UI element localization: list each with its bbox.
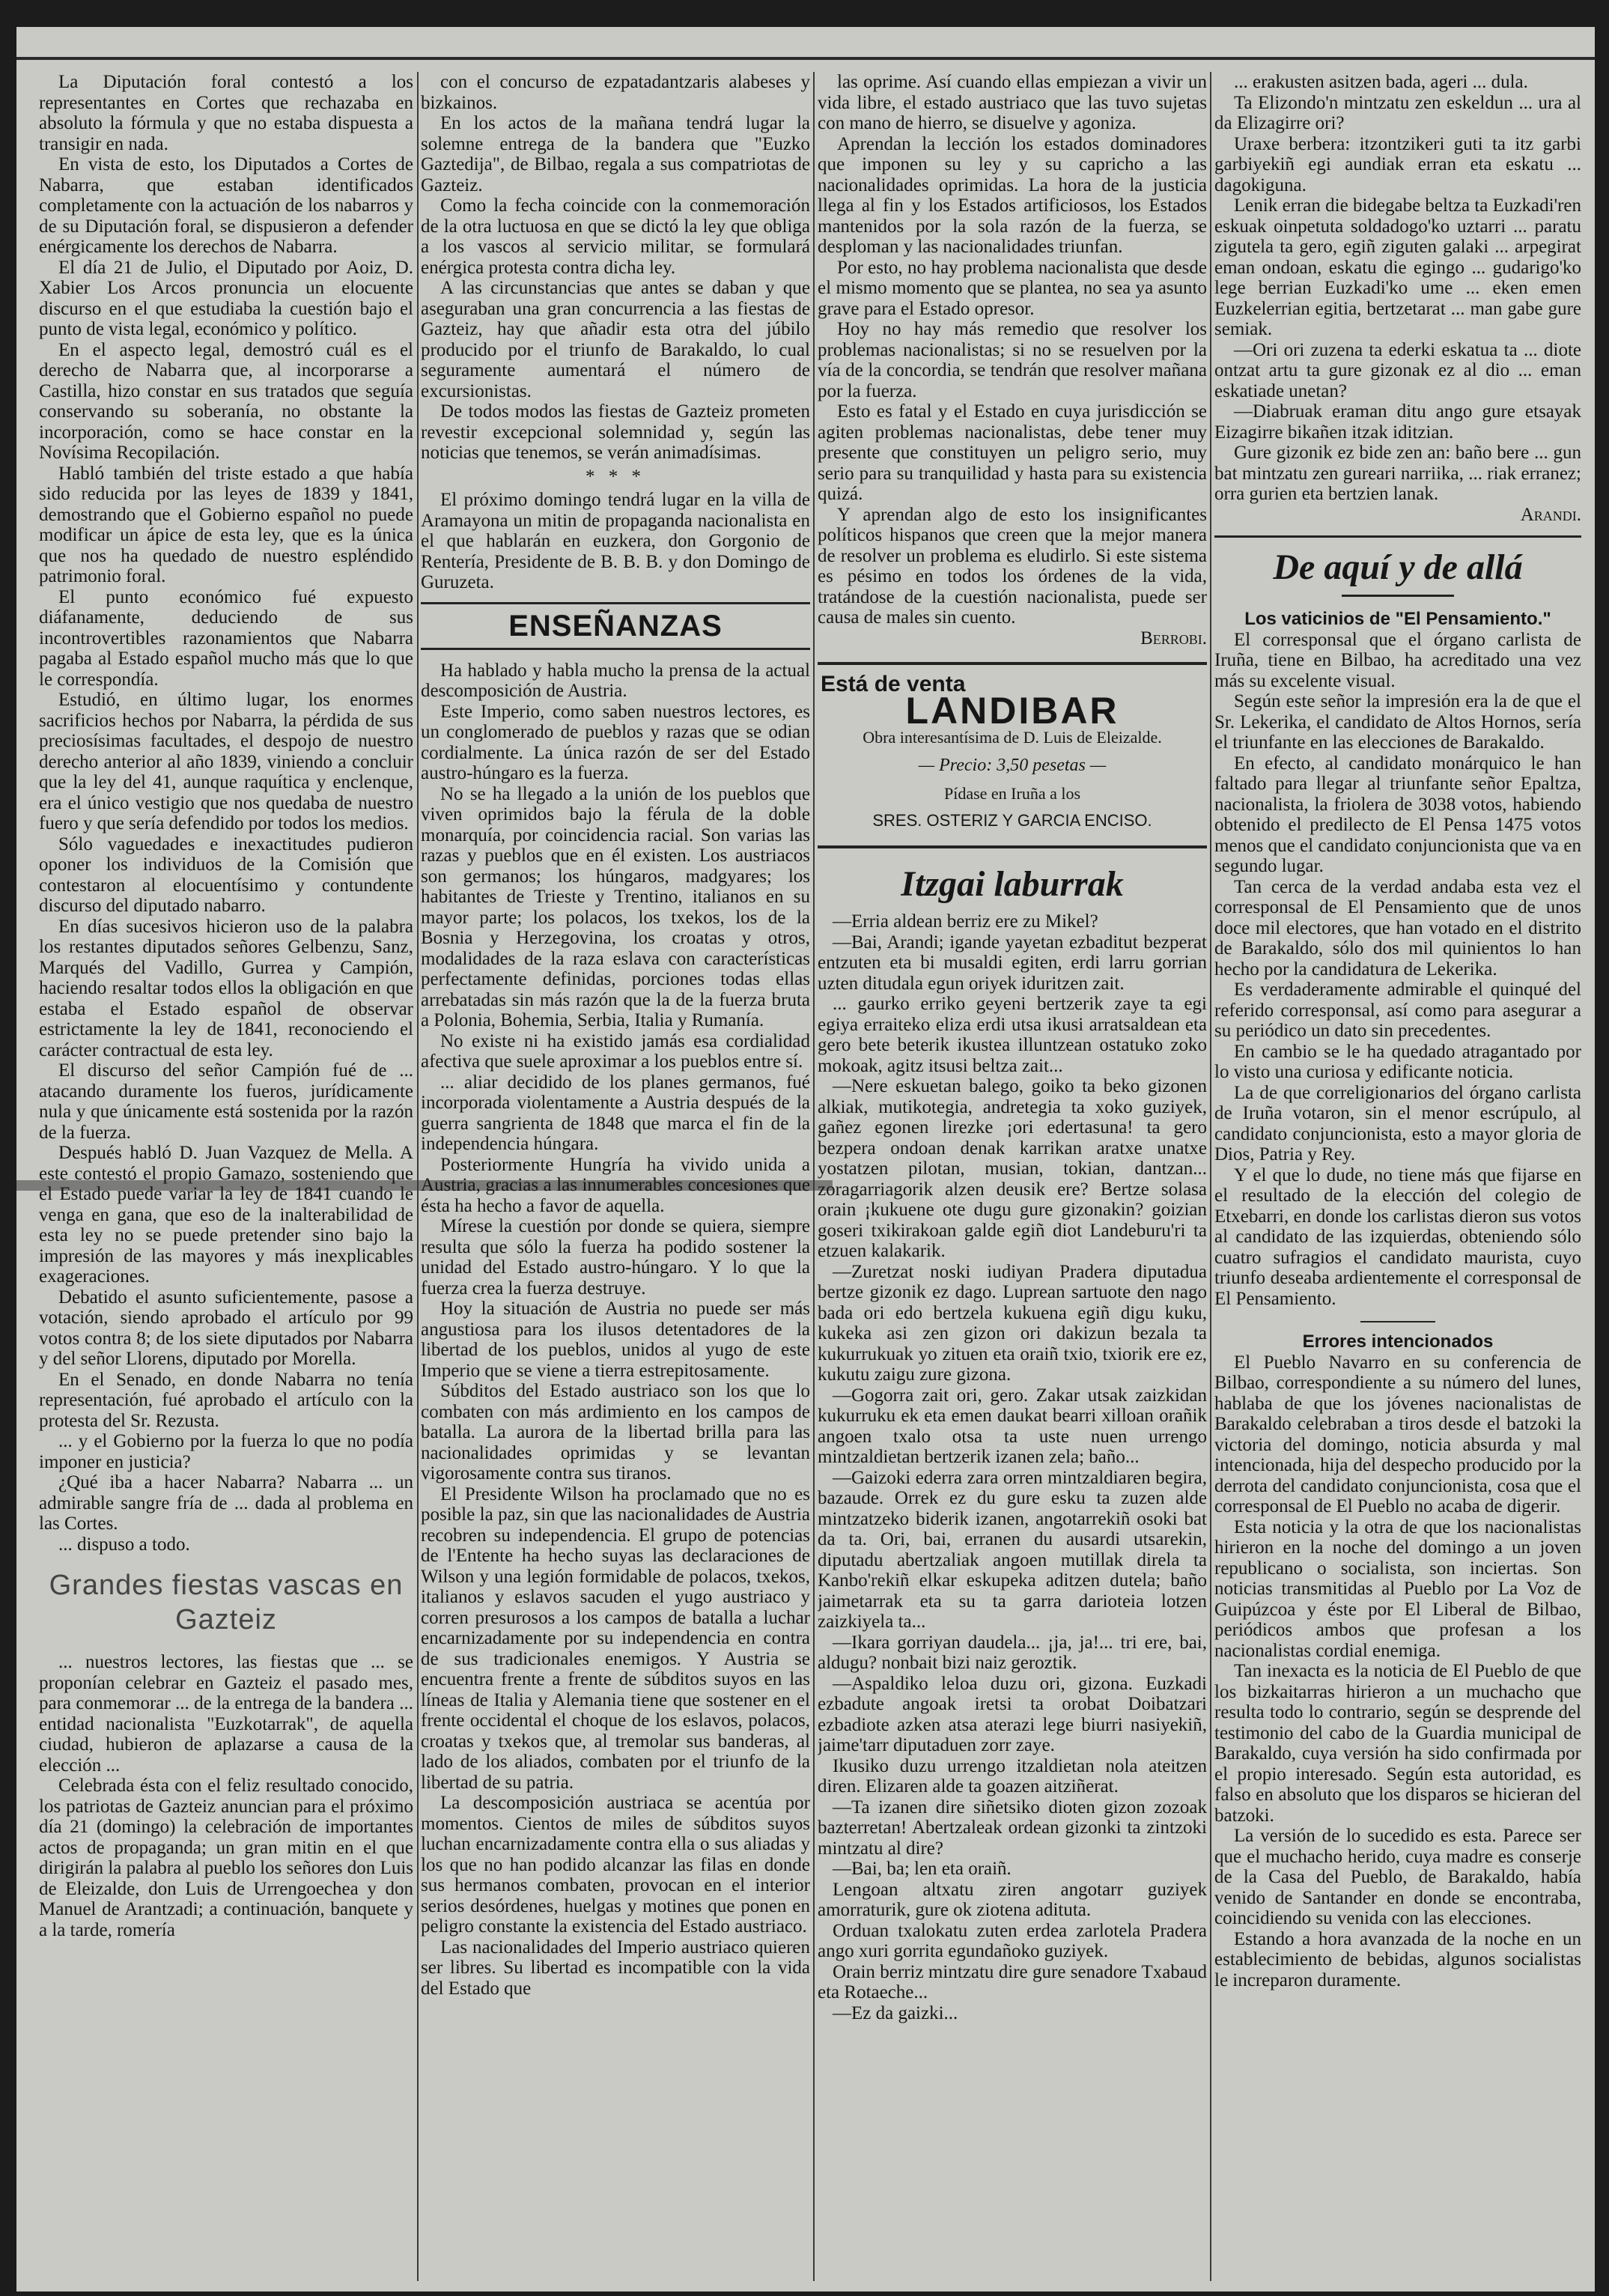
paragraph: Este Imperio, como saben nuestros lectores, es un conglomerado de pueblos y razas que se odian cordialmente. La única razón de ser del Estado austro-húngaro es la fuerza. bbox=[421, 701, 810, 783]
col4-article-vaticinios bbox=[1214, 630, 1581, 1310]
paragraph: —Zuretzat noski iudiyan Pradera diputadua bertze gizonik ez dago. Luprean sartuote den nago bada ori edo bertzela kukuena egiñ digu kuku, kukeka asi zen gizon ori dakizun bezala ta kukurrukuak yo zituen eta oraiñ txio, txiorik ere ez, kukutu zaigu zure gizona. bbox=[818, 1261, 1207, 1385]
paragraph: las oprime. Así cuando ellas empiezan a vivir un vida libre, el estado austriaco que las tuvo sujetas con mano de hierro, se disuelve y agoniza. bbox=[818, 72, 1207, 133]
paragraph: Lenik erran die bidegabe beltza ta Euzkadi'ren eskuak oinpetuta soldadogo'ko uztarri ... paratu zigutela ta gero, egiñ ziguten galaki ... arpegirat eman ondoan, eskatu die egingo ... gudarigo'ko lege berrian Euzkadi'ko ume ... eken emen Euzkelerrian egitia, bertzetarat ... man gabe gure semiak. bbox=[1214, 195, 1581, 339]
paragraph: Tan cerca de la verdad andaba esta vez el corresponsal de El Pensamiento que de unos doce mil electores, que han votado en el distrito de Barakaldo, sólo dos mil quinientos lo han hecho por la candidatura de Lekerika. bbox=[1214, 876, 1581, 980]
paragraph: El Presidente Wilson ha proclamado que no es posible la paz, sin que las nacionalidades de Austria recobren su independencia. El grupo de potencias de l'Entente ha hecho suyas las declaraciones de Wilson y una legión formidable de polacos, txekos, italianos y eslavos sacuden el yugo austriaco y corren presurosos a los campos de batalla a luchar encarnizadamente por su independencia en contra de sus tradicionales enemigos. Y Austria se encuentra frente a frente de súbditos suyos en las líneas de Italia y Alemania tiene que sostener en el frente occidental el choque de los eslavos, polacos, croatas y txekos que, al tremolar sus banderas, al lado de los aliados, combaten por el triunfo de la libertad de su patria. bbox=[421, 1483, 810, 1793]
paragraph: Aprendan la lección los estados dominadores que imponen su ley y su capricho a las nacionalidades oprimidas. La hora de la justicia llega al fin y los Estados artificiosos, los Estados mantenidos por la sola razón de la fuerza, se desploman y las nacionalidades triunfan. bbox=[818, 133, 1207, 257]
paragraph: —Ori ori zuzena ta ederki eskatua ta ... diote ontzat artu ta gure gizonak ez al dio ... eman eskatiade unetan? bbox=[1214, 339, 1581, 401]
paragraph: —Erria aldean berriz ere zu Mikel? bbox=[833, 911, 1098, 932]
paragraph: Estudió, en último lugar, los enormes sacrificios hechos por Nabarra, la pérdida de sus preciosísimas facultades, el despojo de nuestro derecho anterior al año 1839, viniendo a concluir que la ley del 41, aunque raquítica y enclenque, era el único vestigio que nos quedaba de nuestro fuero y que sería defendido por todos los medios. bbox=[39, 690, 413, 833]
paragraph: ... gaurko erriko geyeni bertzerik zaye ta egi egiya erraiteko eliza erdi utsa ikusi arratsaldean eta gero bete beterik ikustea illuntzean ostatuko zoko mokoak, agitz itsusi beltza zait... bbox=[818, 994, 1207, 1076]
paragraph: El punto económico fué expuesto diáfanamente, deduciendo de sus incontrovertibles razonamientos que Nabarra pagaba al Estado español mucho más que lo que le correspondía. bbox=[39, 586, 413, 690]
col4-article-errores bbox=[1214, 1352, 1581, 1991]
ad-shops: SRES. OSTERIZ Y GARCIA ENCISO. bbox=[872, 810, 1152, 830]
paragraph: —Ta izanen dire siñetsiko dioten gizon zozoak bazterretan! Abertzaleak ordean gizonki ta zintzoki mintzatu al dire? bbox=[818, 1797, 1207, 1859]
col4-article bbox=[1214, 72, 1581, 505]
paragraph: ... erakusten asitzen bada, ageri ... dula. bbox=[1234, 72, 1528, 92]
paragraph: Esta noticia y la otra de que los nacionalistas hirieron en la noche del domingo a un joven republicano o socialista, son inciertas. Son noticias transmitidas al Pueblo por La Voz de Guipúzcoa y éste por El Liberal de Bilbao, periódicos ambos que profesan a los nacionalistas cordial enemiga. bbox=[1214, 1516, 1581, 1661]
paragraph: con el concurso de ezpatadantzaris alabeses y bizkainos. bbox=[421, 72, 810, 113]
paragraph: En el Senado, en donde Nabarra no tenía representación, fué aprobado el artículo con la protesta del Sr. Rezusta. bbox=[39, 1369, 413, 1431]
paragraph: El corresponsal que el órgano carlista de Iruña, tiene en Bilbao, ha acreditado una vez más su excelente visual. bbox=[1214, 629, 1581, 691]
col1-article-fiestas bbox=[39, 1652, 413, 1940]
signature-berrobi: Berrobi. bbox=[1140, 628, 1207, 649]
paragraph: De todos modos las fiestas de Gazteiz prometen revestir excepcional solemnidad y, según las noticias que tenemos, se verán animadísimas. bbox=[421, 401, 810, 463]
paragraph: El próximo domingo tendrá lugar en la villa de Aramayona un mitin de propaganda nacionalista en el que hablarán en euzkera, don Gorgonio de Rentería, Presidente de B. B. B. y don Domingo de Guruzeta. bbox=[421, 490, 810, 592]
col2-article bbox=[421, 72, 810, 464]
paragraph: Sólo vaguedades e inexactitudes pudieron oponer los individuos de la Comisión que contestaron al elocuentísimo y contundente discurso del diputado nabarro. bbox=[39, 833, 413, 916]
column-divider bbox=[417, 72, 419, 2281]
paragraph: El Pueblo Navarro en su conferencia de Bilbao, correspondiente a su número del lunes, hablaba de que los jóvenes nacionalistas de Barakaldo celebraban a tiros desde el batzoki la victoria del domingo, noticia absurda y mal intencionada, hija del despecho producido por la derrota del candidato conjuncionista, cosa que el corresponsal de El Pueblo no acaba de digerir. bbox=[1214, 1352, 1581, 1516]
paragraph: Hoy la situación de Austria no puede ser más angustiosa para los ilusos detentadores de la libertad de los pueblos, unidos al yugo de este Imperio que se viene a tierra estrepitosamente. bbox=[421, 1299, 810, 1381]
paragraph: —Gaizoki ederra zara orren mintzaldiaren begira, bazaude. Orrek ez du gure esku ta zuzen alde mintzatzeko biderik izanen, angotarrekiñ osoki bat da ta. Ori, bai, erranen du ausardi utsarekin, diputadu abertzaliak angoen mutillak direla ta Kanbo'rekiñ elkar eskupeka aditzen dutela; baño jaimetarrak eta su ta garra darioteia lotzen zaizkiyela ta... bbox=[818, 1467, 1207, 1632]
column-2 bbox=[421, 72, 810, 2289]
paragraph: Orduan txalokatu zuten erdea zarlotela Pradera ango xuri gorrita egundañoko guziyek. bbox=[818, 1920, 1207, 1961]
paragraph: Por esto, no hay problema nacionalista que desde el mismo momento que se plantea, no sea ya asunto grave para el Estado opresor. bbox=[818, 257, 1207, 319]
paragraph: El día 21 de Julio, el Diputado por Aoiz, D. Xabier Los Arcos pronuncia un elocuente discurso en el que estudiaba la cuestión bajo el punto de vista legal, económico y político. bbox=[39, 257, 413, 339]
paragraph: En días sucesivos hicieron uso de la palabra los restantes diputados señores Gelbenzu, Sanz, Marqués del Vadillo, Gurrea y Campión, haciendo resaltar todos ellos la obligación en que estaba el Estado español de observar estrictamente la ley de 1841, reconociendo el carácter contractual de esta ley. bbox=[39, 916, 413, 1060]
column-1 bbox=[39, 72, 413, 2289]
section-title-fiestas: Grandes fiestas vascas en Gazteiz bbox=[49, 1570, 404, 1636]
paragraph: Lengoan altxatu ziren angotarr guziyek amorraturik, gure ok ziotena adituta. bbox=[818, 1879, 1207, 1920]
paragraph: En efecto, al candidato monárquico le han faltado para llegar al triunfante señor Epaltza, nacionalista, la friolera de 3038 votos, habiendo obtenido el predilecto de El Pensa 1475 votos menos que el candidato conjuncionista que va en segundo lugar. bbox=[1214, 753, 1581, 876]
col2-article-ensenanzas bbox=[421, 660, 810, 1999]
paragraph: Súbditos del Estado austriaco son los que lo combaten con más ardimiento en los campos de batalla. La aurora de la libertad brilla para las nacionalidades oprimidas y se levantan vigorosamente contra sus tiranos. bbox=[421, 1381, 810, 1483]
section-title-ensenanzas: ENSEÑANZAS bbox=[421, 602, 810, 650]
paragraph: Según este señor la impresión era la de que el Sr. Lekerika, el candidato de Altos Hornos, sería el triunfante en las elecciones de Barakaldo. bbox=[1214, 691, 1581, 753]
paragraph: Es verdaderamente admirable el quinqué del referido corresponsal, así como para asegurar a su periódico un dato sin precedentes. bbox=[1214, 980, 1581, 1041]
paragraph: ... aliar decidido de los planes germanos, fué incorporada violentamente a Austria después de la guerra sangrienta de 1848 que marca el fin de la independencia húngara. bbox=[421, 1072, 810, 1154]
paragraph: Uraxe berbera: itzontzikeri guti ta itz garbi garbiyekiñ egi aundiak erran eta eskatu ... dagokiguna. bbox=[1214, 133, 1581, 195]
paragraph: La de que correligionarios del órgano carlista de Iruña votaron, sin el menor escrúpulo, al candidato conjuncionista, esto a mayor gloria de Dios, Patria y Rey. bbox=[1214, 1082, 1581, 1164]
paragraph: No existe ni ha existido jamás esa cordialidad afectiva que suele aproximar a los pueblos entre sí. bbox=[421, 1030, 810, 1072]
paragraph: Gure gizonik ez bide zen an: baño bere ... gun bat mintzatu zen gureari narriika, ... riak erranez; orra gurien eta bertzien lanak. bbox=[1214, 443, 1581, 504]
section-title-itzgai: Itzgai laburrak bbox=[901, 864, 1124, 904]
paragraph: Ha hablado y habla mucho la prensa de la actual descomposición de Austria. bbox=[421, 660, 810, 701]
ad-price: — Precio: 3,50 pesetas — bbox=[918, 755, 1107, 775]
paragraph: Celebrada ésta con el feliz resultado conocido, los patriotas de Gazteiz anuncian para el próximo día 21 (domingo) la celebración de importantes actos de propaganda; un gran mitin en el que dirigirán la palabra al pueblo los señores don Luis de Eleizalde, don Luis de Urrengoechea y don Manuel de Arantzadi; a continuación, banquete y a la tarde, romería bbox=[39, 1776, 413, 1940]
subhead-vaticinios: Los vaticinios de "El Pensamiento." bbox=[1244, 609, 1551, 629]
paragraph: Orain berriz mintzatu dire gure senadore Txabaud eta Rotaeche... bbox=[818, 1961, 1207, 2002]
paragraph: La versión de lo sucedido es esta. Parece ser que el muchacho herido, cuya madre es conserje de la Casa del Pueblo, de Barakaldo, había venido de Santander en donde se encontraba, coincidiendo su venida con las elecciones. bbox=[1214, 1826, 1581, 1928]
paragraph: Y el que lo dude, no tiene más que fijarse en el resultado de la elección del colegio de Etxebarri, en donde los carlistas dieron sus votos al candidato de las izquierdas, obteniendo sólo cuatro sufragios el candidato maurista, cuyo triunfo deseaba ardientemente el corresponsal de El Pensamiento. bbox=[1214, 1164, 1581, 1309]
column-4 bbox=[1214, 72, 1581, 2289]
col1-article bbox=[39, 72, 413, 1555]
paragraph: En el aspecto legal, demostró cuál es el derecho de Nabarra que, al incorporarse a Castilla, hizo constar en sus tratados que seguía conservando su soberanía, no obstante la incorporación, como se hace constar en la Novísima Recopilación. bbox=[39, 339, 413, 463]
paragraph: No se ha llegado a la unión de los pueblos que viven oprimidos bajo la férula de la doble monarquía, por coincidencia racial. Son varias las razas y pueblos que en él existen. Los austriacos son germanos; los húngaros, madgyares; los habitantes de Trieste y Trentino, italianos en su mayor parte; los polacos, los txekos, los de la Bosnia y Herzegovina, los croatas y otros, modalidades de la raza eslava con características perfectamente definidas, porciones todas ellas arrebatadas sin más razón que la de la fuerza bruta a Polonia, Bohemia, Serbia, Italia y Rumanía. bbox=[421, 783, 810, 1030]
paragraph: Ta Elizondo'n mintzatu zen eskeldun ... ura al da Elizagirre ori? bbox=[1214, 92, 1581, 133]
paragraph: En cambio se le ha quedado atragantado por lo visto una curiosa y edificante noticia. bbox=[1214, 1041, 1581, 1082]
paragraph: —Bai, Arandi; igande yayetan ezbaditut bezperat entzuten eta bi musaldi egiten, erdi larru gorrian uzten ditudala egun oriyek iduritzen zait. bbox=[818, 932, 1207, 994]
col3-article bbox=[818, 72, 1207, 628]
subhead-errores: Errores intencionados bbox=[1302, 1331, 1494, 1352]
paragraph: —Gogorra zait ori, gero. Zakar utsak zaizkidan kukurruku ek eta emen daukat bearri xilloan orañik angoen txalo otsa ta uste nuen urrengo mintzaldietan bertzerik izanen zela; baño... bbox=[818, 1385, 1207, 1467]
section-separator: * * * bbox=[585, 466, 645, 487]
paragraph: La descomposición austriaca se acentúa por momentos. Cientos de miles de súbditos suyos luchan encarnizadamente contra ella o sus aliadas y los que no han podido alcanzar las filas en donde sus hermanos combaten, provocan en el interior serios desórdenes, huelgas y motines que ponen en peligro constante la existencia del Estado austriaco. bbox=[421, 1793, 810, 1937]
paragraph: A las circunstancias que antes se daban y que aseguraban una gran concurrencia a las fiestas de Gazteiz, hay que añadir esta otra del júbilo producido por el triunfo de Barakaldo, lo cual seguramente aumentará el número de excursionistas. bbox=[421, 278, 810, 401]
column-3 bbox=[818, 72, 1207, 2289]
paragraph: Ikusiko duzu urrengo itzaldietan nola ateitzen diren. Elizaren alde ta goazen aitziñerat. bbox=[818, 1755, 1207, 1797]
paragraph: En vista de esto, los Diputados a Cortes de Nabarra, que estaban identificados completamente con la actuación de los nabarros y de su Diputación foral, se dispusieron a defender enérgicamente los derechos de Nabarra. bbox=[39, 154, 413, 257]
paragraph: Estando a hora avanzada de la noche en un establecimiento de bebidas, algunos socialistas le increparon duramente. bbox=[1214, 1928, 1581, 1990]
top-rule bbox=[16, 57, 1595, 60]
section-title-de-aqui: De aquí y de allá bbox=[1273, 547, 1523, 587]
paragraph: —Bai, ba; len eta oraiñ. bbox=[833, 1859, 1012, 1879]
ad-subtitle: Obra interesantísima de D. Luis de Eleizalde. bbox=[863, 728, 1162, 747]
paragraph: ... y el Gobierno por la fuerza lo que no podía imponer en justicia? bbox=[39, 1431, 413, 1472]
ad-title: LANDIBAR bbox=[905, 689, 1119, 732]
ad-header: Está de venta bbox=[821, 672, 966, 696]
paragraph: —Ez da gaizki... bbox=[833, 2002, 958, 2023]
newspaper-page bbox=[16, 27, 1595, 2292]
col2-article-mitin bbox=[421, 490, 810, 593]
paragraph: Mírese la cuestión por donde se quiera, siempre resulta que sólo la fuerza ha podido sostener la unidad del Estado austro-húngaro. Y lo que la fuerza crea la fuerza destruye. bbox=[421, 1216, 810, 1299]
col3-dialog bbox=[818, 911, 1207, 2023]
section-rule bbox=[1214, 535, 1581, 538]
paragraph: Hoy no hay más remedio que resolver los problemas nacionalistas; si no se resuelven por la vía de la concordia, se tendrán que resolver mañana por la fuerza. bbox=[818, 319, 1207, 401]
paragraph: La Diputación foral contestó a los representantes en Cortes que rechazaba en absoluto la fórmula y que no estaba dispuesta a transigir en nada. bbox=[39, 72, 413, 154]
paragraph: ... nuestros lectores, las fiestas que ... se proponían celebrar en Gazteiz el pasado mes, para conmemorar ... de la entrega de la bandera ... entidad nacionalista "Euzkotarrak", de aquella ciudad, hubieron de aplazarse a causa de la elección ... bbox=[39, 1652, 413, 1776]
paragraph: ¿Qué iba a hacer Nabarra? Nabarra ... un admirable sangre fría de ... dada al problema en las Cortes. bbox=[39, 1472, 413, 1534]
ad-where: Pídase en Iruña a los bbox=[943, 784, 1081, 803]
paragraph: Habló también del triste estado a que había sido reducida por las leyes de 1839 y 1841, demostrando que el Gobierno español no puede modificar un ápice de esta ley, que es la única que nos ha quedado de nuestro espléndido patrimonio foral. bbox=[39, 463, 413, 586]
column-divider bbox=[1210, 72, 1211, 2281]
paragraph: Esto es fatal y el Estado en cuya jurisdicción se agiten problemas nacionalistas, debe tener muy presente que constituyen un peligro serio, muy serio para su tranquilidad y hasta para su existencia quizá. bbox=[818, 401, 1207, 504]
paragraph: —Diabruak eraman ditu ango gure etsayak Eizagirre bikañen itzak iditzian. bbox=[1214, 401, 1581, 443]
paragraph: Debatido el asunto suficientemente, pasose a votación, siendo aprobado el artículo por 99 votos contra 8; de los siete diputados por Nabarra y del señor Llorens, diputado por Morella. bbox=[39, 1287, 413, 1369]
paragraph: El discurso del señor Campión fué de ... atacando duramente los fueros, jurídicamente nula y que únicamente está sostenida por la razón de la fuerza. bbox=[39, 1060, 413, 1143]
title-underline bbox=[1342, 595, 1454, 597]
paragraph: En los actos de la mañana tendrá lugar la solemne entrega de la bandera que "Euzko Gaztedija", de Bilbao, regala a sus compatriotas de Gazteiz. bbox=[421, 113, 810, 195]
paragraph: Después habló D. Juan Vazquez de Mella. A este contestó el propio Gamazo, sosteniendo que el Estado puede variar la ley de 1841 cuando le venga en gana, que eso de la inalterabilidad de esta ley no se puede pretender sino bajo la impresión de las mayores y más inexplicables exageraciones. bbox=[39, 1143, 413, 1287]
paragraph: Las nacionalidades del Imperio austriaco quieren ser libres. Su libertad es incompatible con la vida del Estado que bbox=[421, 1937, 810, 1999]
advertisement-landibar bbox=[818, 662, 1207, 848]
subhead-rule bbox=[1360, 1321, 1435, 1322]
column-divider bbox=[813, 72, 815, 2281]
paragraph: ... dispuso a todo. bbox=[58, 1534, 190, 1555]
paragraph: Tan inexacta es la noticia de El Pueblo de que los bizkaitarras hirieron a un muchacho que resulta todo lo contrario, según se desprende del testimonio del cabo de la Guardia municipal de Barakaldo, cuya versión ha sido confirmada por el propio interesado. Según esta autoridad, es falso en absoluto que los disparos se hicieran del batzoki. bbox=[1214, 1661, 1581, 1826]
paragraph: Posteriormente Hungría ha vivido unida a Austria, gracias a las innumerables concesiones que ésta ha hecho a favor de aquella. bbox=[421, 1154, 810, 1216]
paragraph: Como la fecha coincide con la conmemoración de la otra luctuosa en que se dictó la ley que obliga a los vascos al servicio militar, se formulará enérgica protesta contra dicha ley. bbox=[421, 195, 810, 278]
paragraph: Y aprendan algo de esto los insignificantes políticos hispanos que creen que la mejor manera de resolver un problema es eludirlo. Si este sistema es pésimo en todos los órdenes de la vida, tratándose de la cuestión nacionalista, puede ser causa de males sin cuento. bbox=[818, 504, 1207, 628]
signature-arandi: Arandi. bbox=[1520, 504, 1581, 525]
paragraph: —Aspaldiko leloa duzu ori, gizona. Euzkadi ezbadute angoak iretsi ta orobat Doibatzari ezbadiote azken atsa aterazi lege biurri nasiyekiñ, jaime'tarr diputaduen zorr zaye. bbox=[818, 1673, 1207, 1755]
paragraph: —Nere eskuetan balego, goiko ta beko gizonen alkiak, mutikotegia, andretegia ta xoko guziyek, gañez egonen lirezke ¡ori edertasuna! ta gero bezpera ondoan denak karrikan aratxe unatxe yostatzen pilotan, musian, tokian, dantzan... zoragarriagorik alzen deusik ere? Bertze solasa orain ¡kukuene ote dugu gure gizonakin? goizian goseri txikirakoan galde egiñ diot Landeburu'ri ta etzuen kalakarik. bbox=[818, 1076, 1207, 1261]
paragraph: —Ikara gorriyan daudela... ¡ja, ja!... tri ere, bai, aldugu? nonbait bizi naiz geroztik. bbox=[818, 1632, 1207, 1673]
